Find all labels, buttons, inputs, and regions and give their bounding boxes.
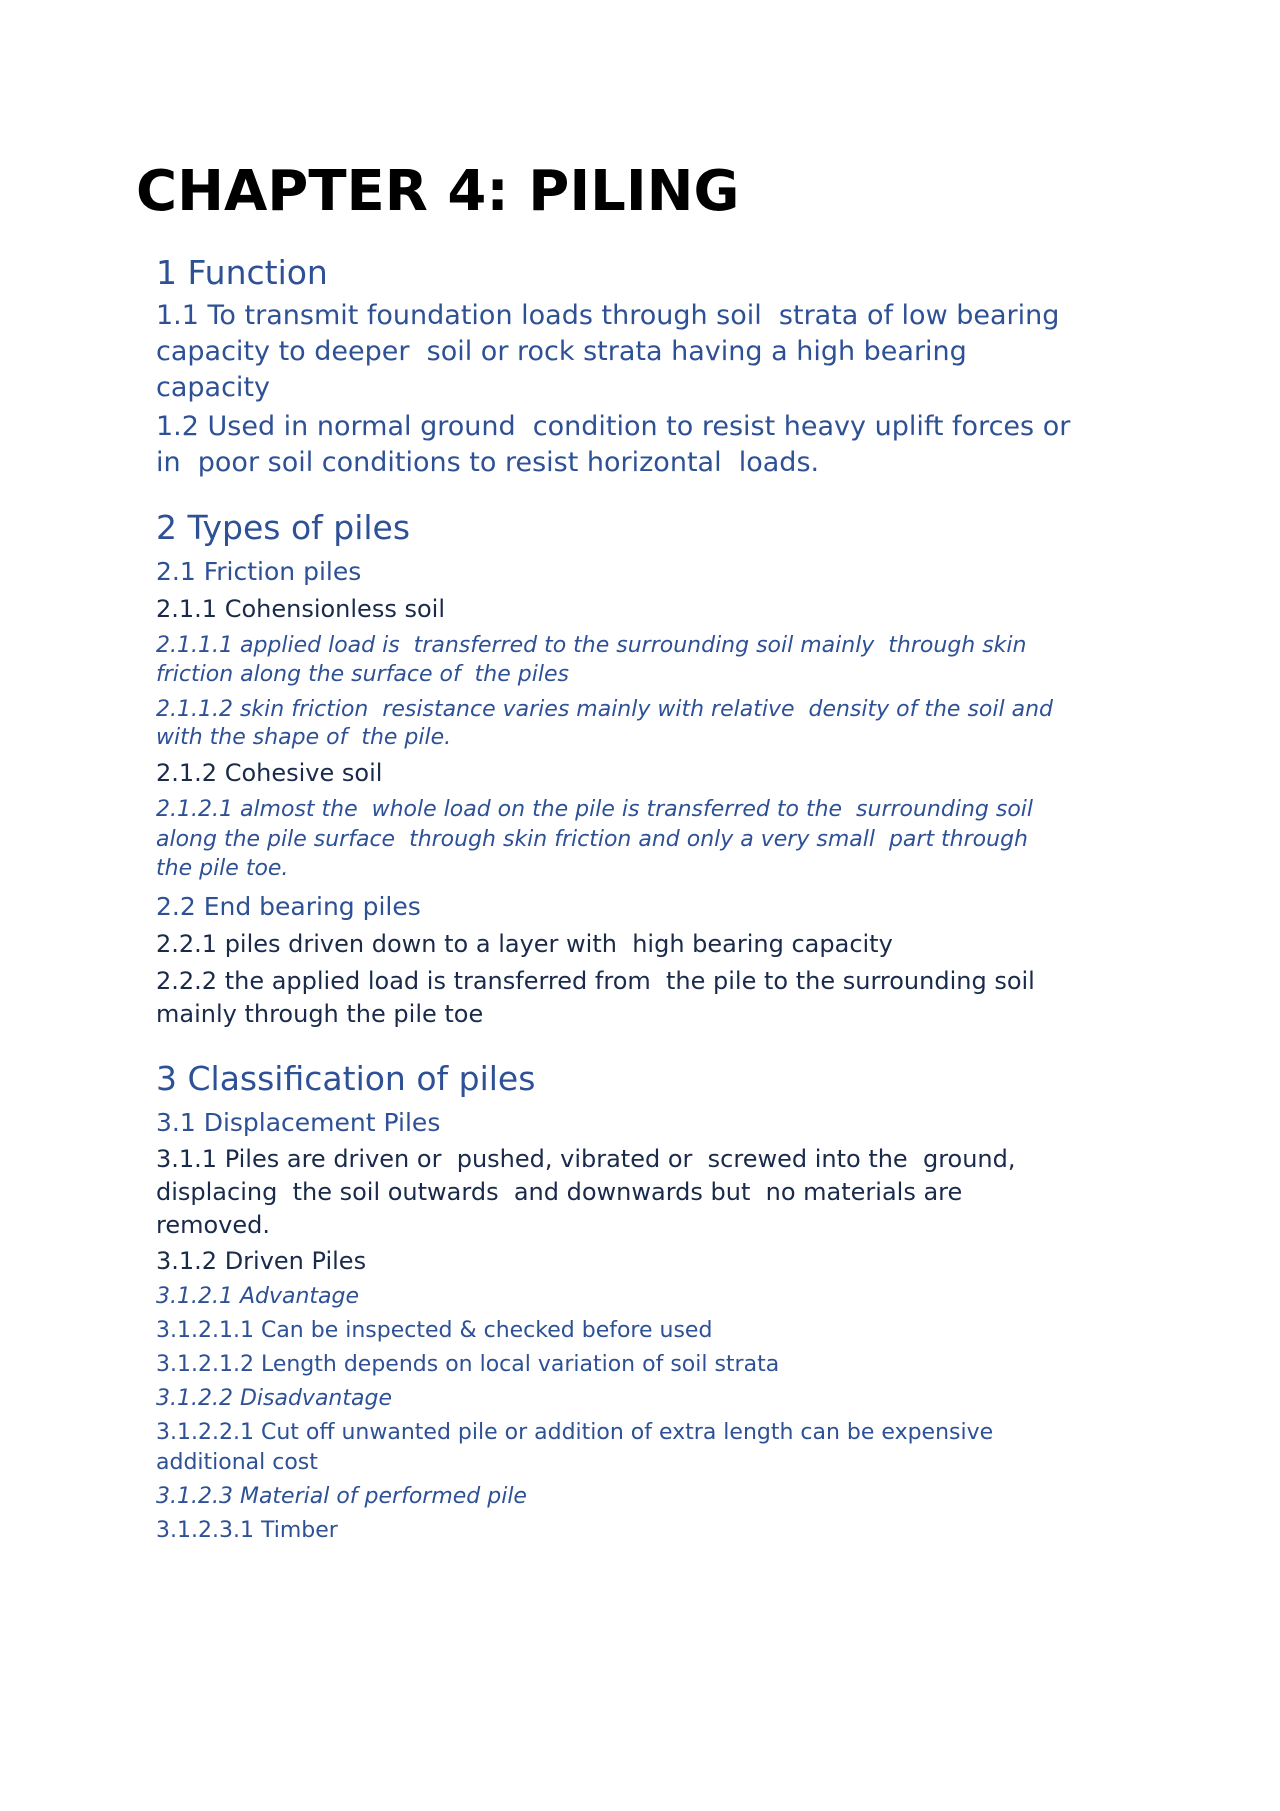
paragraph-1-2-line-2: in poor soil conditions to resist horizontal loads. [156,447,820,478]
item-2-2-2-line-1: 2.2.2 the applied load is transferred from the pile to the surrounding soil [156,967,1035,995]
subheading-advantage: 3.1.2.1 Advantage [156,1284,360,1309]
paragraph-1-2-line-1: 1.2 Used in normal ground condition to resist heavy uplift forces or [156,411,1071,442]
item-3-1-1-line-1: 3.1.1 Piles are driven or pushed, vibrated or screwed into the ground, [156,1145,1016,1173]
item-2-2-2-line-2: mainly through the pile toe [156,1000,484,1028]
subheading-cohesive-soil: 2.1.2 Cohesive soil [156,759,383,787]
paragraph-1-1-line-2: capacity to deeper soil or rock strata having a high bearing [156,336,967,367]
item-2-1-2-1-line-3: the pile toe. [156,856,289,881]
item-2-1-1-1-line-2: friction along the surface of the piles [156,662,569,687]
item-2-1-2-1-line-1: 2.1.2.1 almost the whole load on the pile is transferred to the surrounding soil [156,797,1034,822]
item-3-1-2-2-1-line-1: 3.1.2.2.1 Cut off unwanted pile or addition of extra length can be expensive [156,1420,994,1445]
chapter-title: CHAPTER 4: PILING [136,159,740,224]
subheading-disadvantage: 3.1.2.2 Disadvantage [156,1386,392,1411]
subheading-cohesionless-soil: 2.1.1 Cohensionless soil [156,595,445,623]
subheading-driven-piles: 3.1.2 Driven Piles [156,1247,367,1275]
item-2-1-1-1-line-1: 2.1.1.1 applied load is transferred to the surrounding soil mainly through skin [156,633,1027,658]
item-3-1-2-1-2: 3.1.2.1.2 Length depends on local variation of soil strata [156,1352,780,1377]
paragraph-1-1-line-1: 1.1 To transmit foundation loads through soil strata of low bearing [156,300,1060,331]
item-3-1-1-line-3: removed. [156,1211,270,1239]
item-3-1-2-3-1: 3.1.2.3.1 Timber [156,1518,338,1543]
item-2-1-2-1-line-2: along the pile surface through skin friction and only a very small part through [156,827,1028,852]
subheading-end-bearing-piles: 2.2 End bearing piles [156,892,421,921]
item-2-2-1: 2.2.1 piles driven down to a layer with high bearing capacity [156,930,893,958]
section-heading-types-of-piles: 2 Types of piles [156,508,411,547]
item-3-1-2-1-1: 3.1.2.1.1 Can be inspected & checked before used [156,1318,713,1343]
item-2-1-1-2-line-2: with the shape of the pile. [156,725,452,750]
item-3-1-1-line-2: displacing the soil outwards and downwards but no materials are [156,1178,963,1206]
section-heading-function: 1 Function [156,253,328,292]
subheading-displacement-piles: 3.1 Displacement Piles [156,1108,441,1137]
paragraph-1-1-line-3: capacity [156,372,270,403]
subheading-material-of-performed-pile: 3.1.2.3 Material of performed pile [156,1484,527,1509]
item-2-1-1-2-line-1: 2.1.1.2 skin friction resistance varies mainly with relative density of the soil and [156,697,1053,722]
subheading-friction-piles: 2.1 Friction piles [156,557,362,586]
section-heading-classification: 3 Classification of piles [156,1059,536,1098]
item-3-1-2-2-1-line-2: additional cost [156,1450,318,1475]
